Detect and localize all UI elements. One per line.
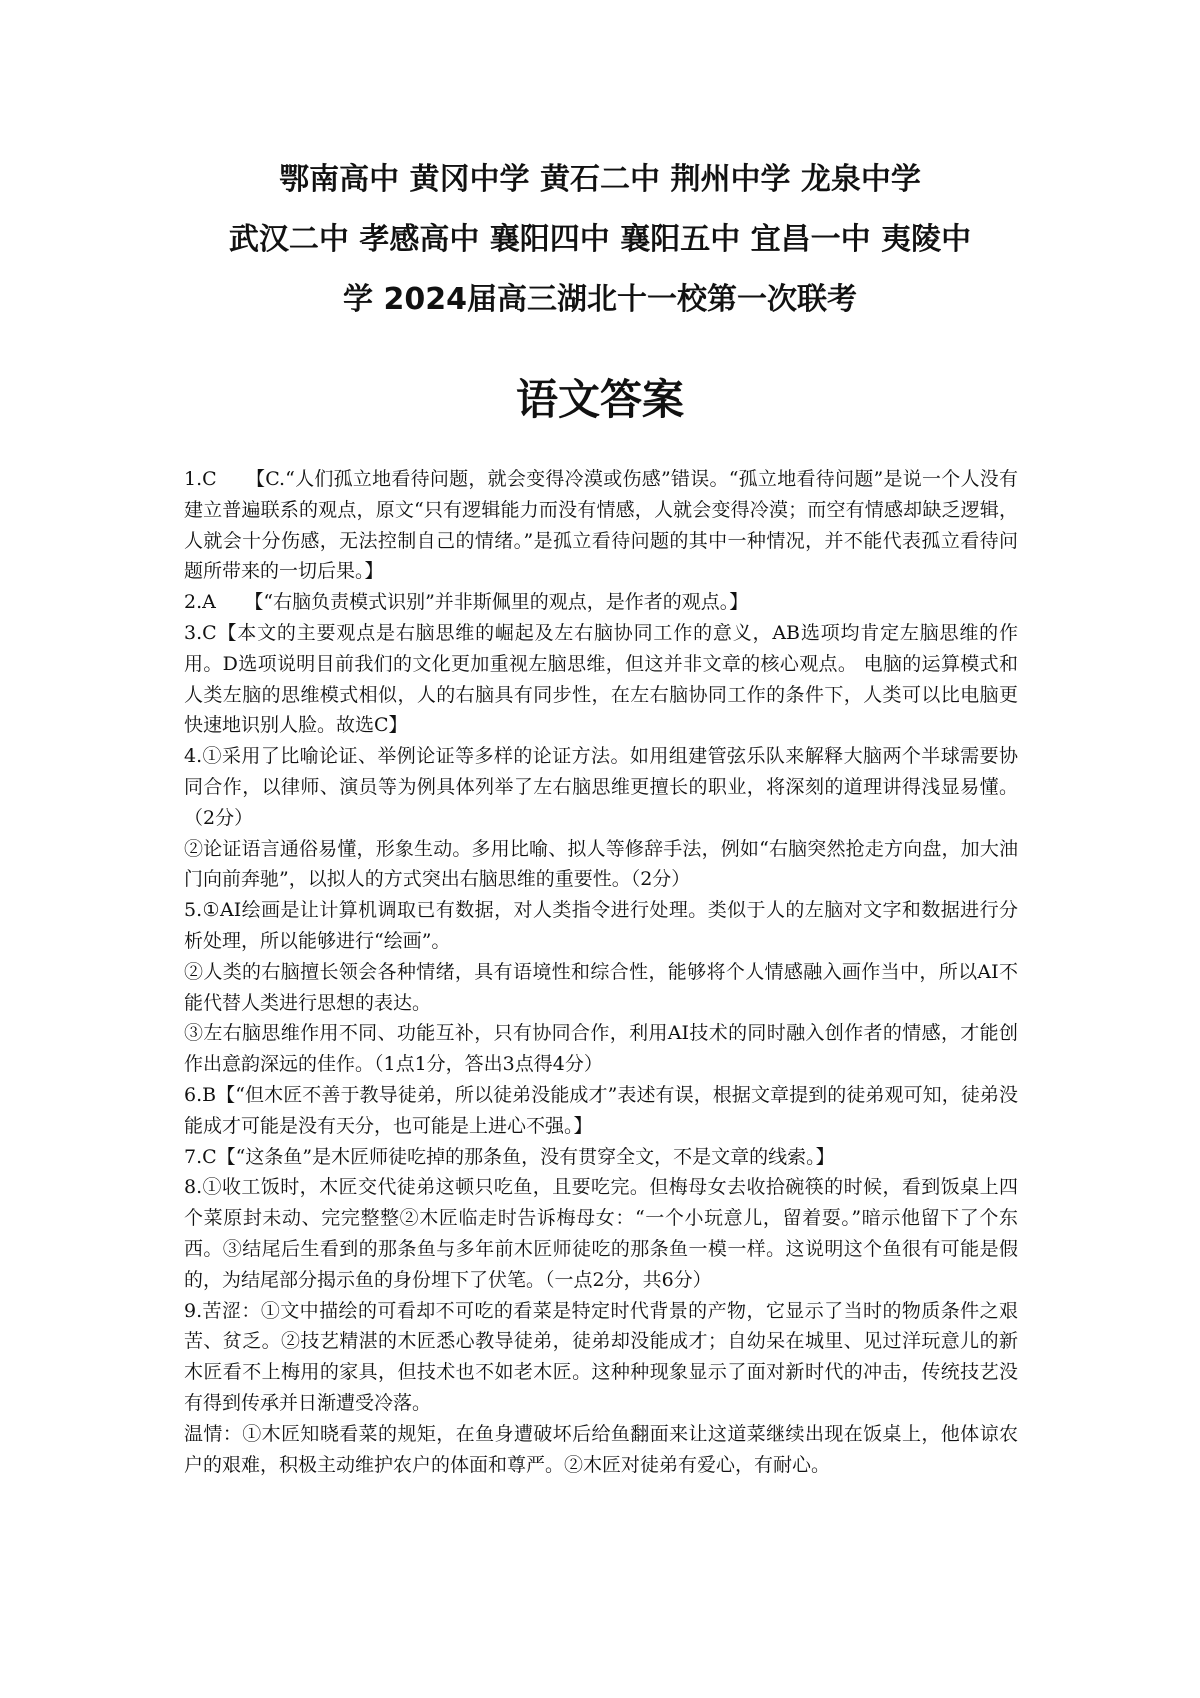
exam-title xyxy=(180,150,1020,330)
answer-q7: 7.C【“这条鱼”是木匠师徒吃掉的那条鱼，没有贯穿全文，不是文章的线索。】 xyxy=(184,1145,835,1168)
answer-q3: 3.C【本文的主要观点是右脑思维的崛起及左右脑协同工作的意义，AB选项均肯定左脑思维的作用。D选项说明目前我们的文化更加重视左脑思维，但这并非文章的核心观点。 电脑的运算模式和人类左脑的思维模式相似，人的右脑具有同步性，在左右脑协同工作的条件下，人类可以比电脑更快速地识别人脸。故选C】 xyxy=(184,621,1018,737)
answer-q8: 8.①收工饭时，木匠交代徒弟这顿只吃鱼，且要吃完。但梅母女去收拾碗筷的时候，看到饭桌上四个菜原封未动、完完整整②木匠临走时告诉梅母女：“一个小玩意儿，留着耍。”暗示他留下了个东西。③结尾后生看到的那条鱼与多年前木匠师徒吃的那条鱼一模一样。这说明这个鱼很有可能是假的，为结尾部分揭示鱼的身份埋下了伏笔。（一点2分，共6分） xyxy=(184,1176,1018,1291)
answer-list xyxy=(184,464,1018,1480)
answer-q9-warm: 温情：①木匠知晓看菜的规矩，在鱼身遭破坏后给鱼翻面来让这道菜继续出现在饭桌上，他体谅农户的艰难，积极主动维护农户的体面和尊严。②木匠对徒弟有爱心，有耐心。 xyxy=(184,1422,1018,1476)
page-subtitle: 语文答案 xyxy=(515,375,684,424)
exam-title-line-1: 鄂南高中 黄冈中学 黄石二中 荆州中学 龙泉中学 xyxy=(279,162,921,197)
answer-q6: 6.B【“但木匠不善于教导徒弟，所以徒弟没能成才”表述有误，根据文章提到的徒弟观可知，徒弟没能成才可能是没有天分，也可能是上进心不强。】 xyxy=(184,1083,1018,1137)
exam-title-line-3: 学 2024届高三湖北十一校第一次联考 xyxy=(343,282,857,317)
answer-q1: 1.C 【C.“人们孤立地看待问题，就会变得冷漠或伤感”错误。“孤立地看待问题”是说一个人没有建立普遍联系的观点，原文“只有逻辑能力而没有情感，人就会变得冷漠；而空有情感却缺乏逻辑，人就会十分伤感，无法控制自己的情绪。”是孤立看待问题的其中一种情况，并不能代表孤立看待问题所带来的一切后果。】 xyxy=(184,468,1018,583)
exam-title-line-2: 武汉二中 孝感高中 襄阳四中 襄阳五中 宜昌一中 夷陵中 xyxy=(228,222,972,257)
answer-q5-point-1: 5.①AI绘画是让计算机调取已有数据，对人类指令进行处理。类似于人的左脑对文字和数据进行分析处理，所以能够进行“绘画”。 xyxy=(184,899,1018,952)
answer-q5-point-2: ②人类的右脑擅长领会各种情绪，具有语境性和综合性，能够将个人情感融入画作当中，所以AI不能代替人类进行思想的表达。 xyxy=(184,960,1018,1014)
answer-q4-point-2: ②论证语言通俗易懂，形象生动。多用比喻、拟人等修辞手法，例如“右脑突然抢走方向盘，加大油门向前奔驰”，以拟人的方式突出右脑思维的重要性。（2分） xyxy=(184,837,1018,891)
answer-q4-point-1: 4.①采用了比喻论证、举例论证等多样的论证方法。如用组建管弦乐队来解释大脑两个半球需要协同合作，以律师、演员等为例具体列举了左右脑思维更擅长的职业，将深刻的道理讲得浅显易懂。（2分） xyxy=(184,745,1018,829)
answer-q9-bitter: 9.苦涩：①文中描绘的可看却不可吃的看菜是特定时代背景的产物，它显示了当时的物质条件之艰苦、贫乏。②技艺精湛的木匠悉心教导徒弟，徒弟却没能成才；自幼呆在城里、见过洋玩意儿的新木匠看不上梅用的家具，但技术也不如老木匠。这种种现象显示了面对新时代的冲击，传统技艺没有得到传承并日渐遭受冷落。 xyxy=(184,1299,1018,1414)
answer-q5-point-3: ③左右脑思维作用不同、功能互补，只有协同合作，利用AI技术的同时融入创作者的情感，才能创作出意韵深远的佳作。（1点1分，答出3点得4分） xyxy=(184,1022,1018,1076)
answer-q2: 2.A 【“右脑负责模式识别”并非斯佩里的观点，是作者的观点。】 xyxy=(184,591,749,614)
